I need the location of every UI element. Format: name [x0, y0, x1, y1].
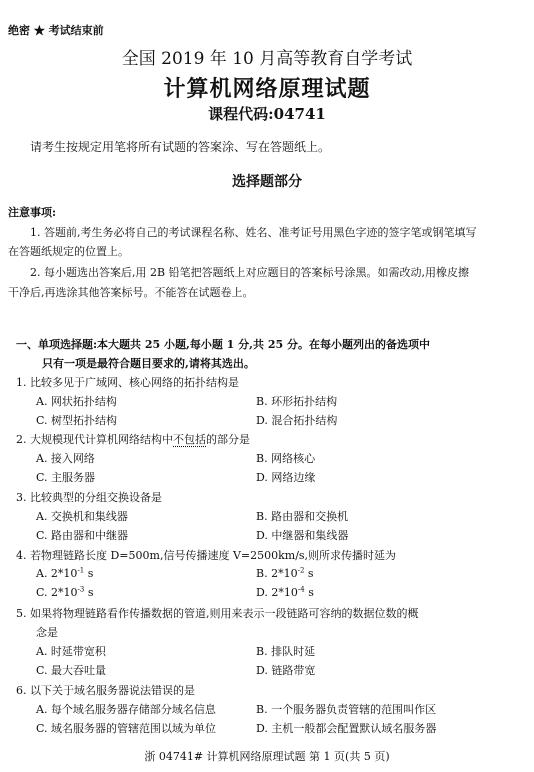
- q2-option-b: B. 网络核心: [256, 452, 316, 465]
- q4-a-base: A. 2*10: [36, 567, 78, 580]
- course-code: 课程代码:04741: [208, 105, 326, 123]
- q4-d-base: D. 2*10: [256, 586, 298, 599]
- q2-option-d: D. 网络边缘: [256, 471, 316, 484]
- q4-c-base: C. 2*10: [36, 586, 78, 599]
- q1-option-a: A. 网状拓扑结构: [36, 395, 117, 408]
- q3-stem: 3. 比较典型的分组交换设备是: [16, 491, 162, 504]
- page-footer: 浙 04741# 计算机网络原理试题 第 1 页(共 5 页): [144, 750, 390, 763]
- q4-a-unit: s: [87, 567, 94, 580]
- q5-stem-line-1: 5. 如果将物理链路看作传播数据的管道,则用来表示一段链路可容纳的数据位数的概: [16, 607, 419, 620]
- q4-option-d: [256, 586, 314, 599]
- q4-option-c: [36, 586, 94, 599]
- q3-option-c: C. 路由器和中继器: [36, 529, 129, 542]
- note-2-line-1: 2. 每小题选出答案后,用 2B 铅笔把答题纸上对应题目的答案标号涂黑。如需改动,用橡皮擦: [30, 266, 470, 279]
- q3-option-d: D. 中继器和集线器: [256, 529, 349, 542]
- notes-heading: 注意事项:: [8, 206, 57, 219]
- q2-stem-emphasis: 不包括: [173, 433, 206, 446]
- note-1-line-1: 1. 答题前,考生务必将自己的考试课程名称、姓名、准考证号用黑色字迹的签字笔或钢笔填写: [30, 226, 477, 239]
- q4-c-exponent: -3: [77, 585, 85, 594]
- answer-instruction: 请考生按规定用笔将所有试题的答案涂、写在答题纸上。: [30, 140, 331, 154]
- q1-stem: 1. 比较多见于广域网、核心网络的拓扑结构是: [16, 376, 239, 389]
- note-1-line-2: 在答题纸规定的位置上。: [8, 245, 129, 258]
- q2-stem: [16, 431, 250, 447]
- q4-option-a: [36, 567, 93, 580]
- q4-stem: 4. 若物理链路长度 D=500m,信号传播速度 V=2500km/s,则所求传播时延为: [16, 549, 397, 562]
- q4-d-exponent: -4: [297, 585, 305, 594]
- q2-stem-post: 的部分是: [206, 433, 250, 446]
- q6-option-d: D. 主机一般都会配置默认域名服务器: [256, 722, 437, 735]
- part1-heading-line-2: 只有一项是最符合题目要求的,请将其选出。: [42, 357, 255, 370]
- q4-a-exponent: -1: [77, 566, 85, 575]
- exam-title: 全国 2019 年 10 月高等教育自学考试: [121, 49, 413, 69]
- q5-stem-line-2: 念是: [36, 626, 58, 639]
- q5-option-d: D. 链路带宽: [256, 664, 316, 677]
- q2-option-a: A. 接入网络: [36, 452, 95, 465]
- q4-c-unit: s: [87, 586, 94, 599]
- part1-heading-line-1: 一、单项选择题:本大题共 25 小题,每小题 1 分,共 25 分。在每小题列出的备选项中: [16, 338, 430, 351]
- q5-option-b: B. 排队时延: [256, 645, 316, 658]
- q4-b-base: B. 2*10: [256, 567, 298, 580]
- q2-option-c: C. 主服务器: [36, 471, 96, 484]
- q1-option-b: B. 环形拓扑结构: [256, 395, 338, 408]
- q1-option-c: C. 树型拓扑结构: [36, 414, 118, 427]
- q6-option-b: B. 一个服务器负责管辖的范围叫作区: [256, 703, 437, 716]
- confidential-mark: 绝密 ★ 考试结束前: [8, 24, 104, 37]
- q5-option-c: C. 最大吞吐量: [36, 664, 107, 677]
- q6-option-a: A. 每个域名服务器存储部分域名信息: [36, 703, 216, 716]
- section-title: 选择题部分: [232, 174, 302, 190]
- q6-stem: 6. 以下关于域名服务器说法错误的是: [16, 684, 195, 697]
- q4-option-b: [256, 567, 314, 580]
- q4-b-unit: s: [307, 567, 314, 580]
- q5-option-a: A. 时延带宽积: [36, 645, 106, 658]
- q4-b-exponent: -2: [297, 566, 305, 575]
- q2-stem-pre: 2. 大规模现代计算机网络结构中: [16, 433, 173, 446]
- q3-option-a: A. 交换机和集线器: [36, 510, 128, 523]
- paper-title: 计算机网络原理试题: [163, 76, 371, 102]
- q3-option-b: B. 路由器和交换机: [256, 510, 349, 523]
- q6-option-c: C. 域名服务器的管辖范围以域为单位: [36, 722, 217, 735]
- q1-option-d: D. 混合拓扑结构: [256, 414, 338, 427]
- note-2-line-2: 干净后,再选涂其他答案标号。不能答在试题卷上。: [8, 286, 254, 299]
- q4-d-unit: s: [308, 586, 314, 599]
